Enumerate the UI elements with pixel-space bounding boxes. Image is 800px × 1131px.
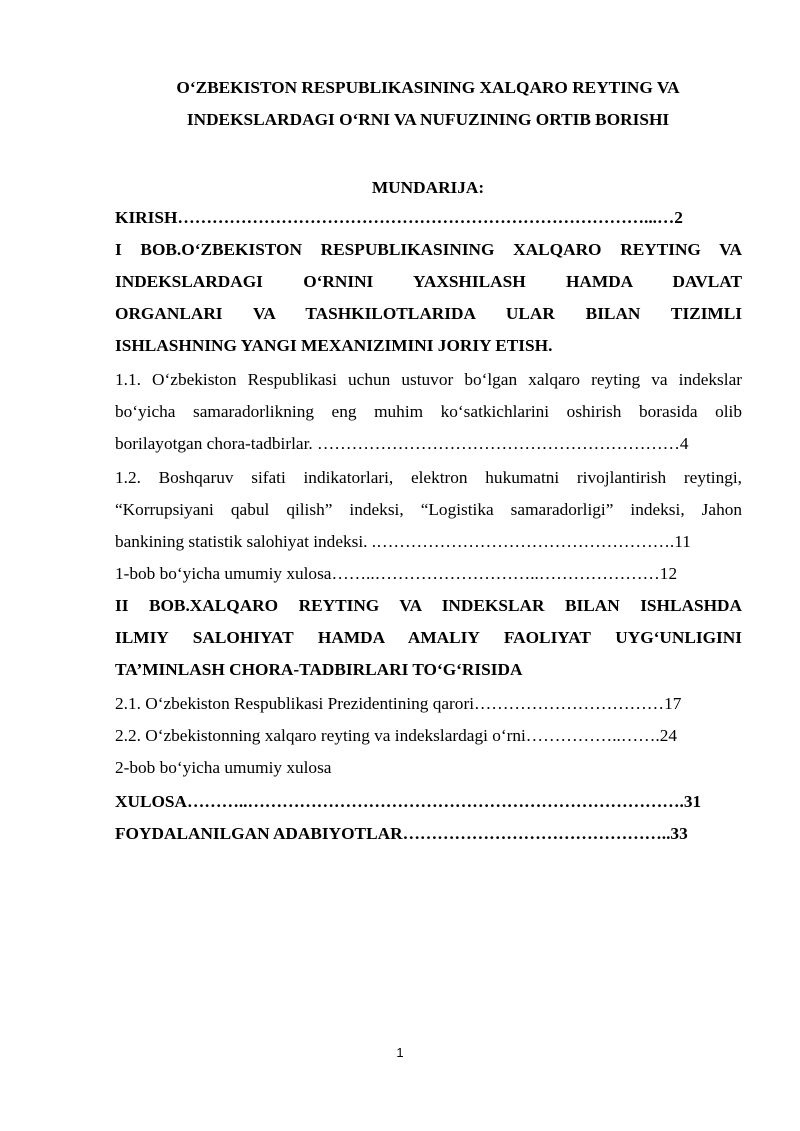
toc-section-1-1-line: 1.1. O‘zbekiston Respublikasi uchun ustuvor bo‘lgan xalqaro reyting va indekslar <box>115 370 742 389</box>
toc-references: FOYDALANILGAN ADABIYOTLAR………………………………………..33 <box>115 824 688 843</box>
toc-chapter1-title-line: INDEKSLARDAGI O‘RNINI YAXSHILASH HAMDA DAVLAT <box>115 272 742 291</box>
toc-section-2-2: 2.2. O‘zbekistonning xalqaro reyting va indekslardagi o‘rni……………..…….24 <box>115 726 678 745</box>
toc-section-2-1: 2.1. O‘zbekiston Respublikasi Prezidentining qarori……………………………17 <box>115 694 682 713</box>
toc-chapter2-summary: 2-bob bo‘yicha umumiy xulosa <box>115 758 332 777</box>
toc-entry-intro: KIRISH………………………………………………………………………...…2 <box>115 208 683 227</box>
toc-chapter1-summary: 1-bob bo‘yicha umumiy xulosa……..………………………..…………………12 <box>115 564 678 583</box>
document-title <box>100 72 756 136</box>
toc-chapter2-title-line: TA’MINLASH CHORA-TADBIRLARI TO‘G‘RISIDA <box>115 660 523 679</box>
toc-section-1-1-line: borilayotgan chora-tadbirlar. ………………………………………………………4 <box>115 434 689 453</box>
toc-conclusion: XULOSA………..………………………………………………………………….31 <box>115 792 702 811</box>
toc-section-1-2-line: 1.2. Boshqaruv sifati indikatorlari, elektron hukumatni rivojlantirish reytingi, <box>115 468 742 487</box>
title-line: O‘ZBEKISTON RESPUBLIKASINING XALQARO REYTING VA <box>176 78 680 97</box>
toc-chapter2-title-line: II BOB.XALQARO REYTING VA INDEKSLAR BILAN ISHLASHDA <box>115 596 742 615</box>
toc-section-1-2-line: “Korrupsiyani qabul qilish” indeksi, “Logistika samaradorligi” indeksi, Jahon <box>115 500 742 519</box>
toc-chapter2-title-line: ILMIY SALOHIYAT HAMDA AMALIY FAOLIYAT UYG‘UNLIGINI <box>115 628 742 647</box>
toc-section-1-2-line: bankining statistik salohiyat indeksi. .…………………………………………….11 <box>115 532 691 551</box>
toc-chapter1-title-line: ISHLASHNING YANGI MEXANIZIMINI JORIY ETISH. <box>115 336 553 355</box>
toc-heading: MUNDARIJA: <box>371 178 485 197</box>
toc-section-1-1-line: bo‘yicha samaradorlikning eng muhim ko‘satkichlarini oshirish borasida olib <box>115 402 742 421</box>
toc-chapter1-title-line: I BOB.O‘ZBEKISTON RESPUBLIKASINING XALQARO REYTING VA <box>115 240 742 259</box>
toc-chapter1-title-line: ORGANLARI VA TASHKILOTLARIDA ULAR BILAN TIZIMLI <box>115 304 742 323</box>
title-line: INDEKSLARDAGI O‘RNI VA NUFUZINING ORTIB BORISHI <box>186 110 670 129</box>
page-number: 1 <box>396 1045 404 1060</box>
